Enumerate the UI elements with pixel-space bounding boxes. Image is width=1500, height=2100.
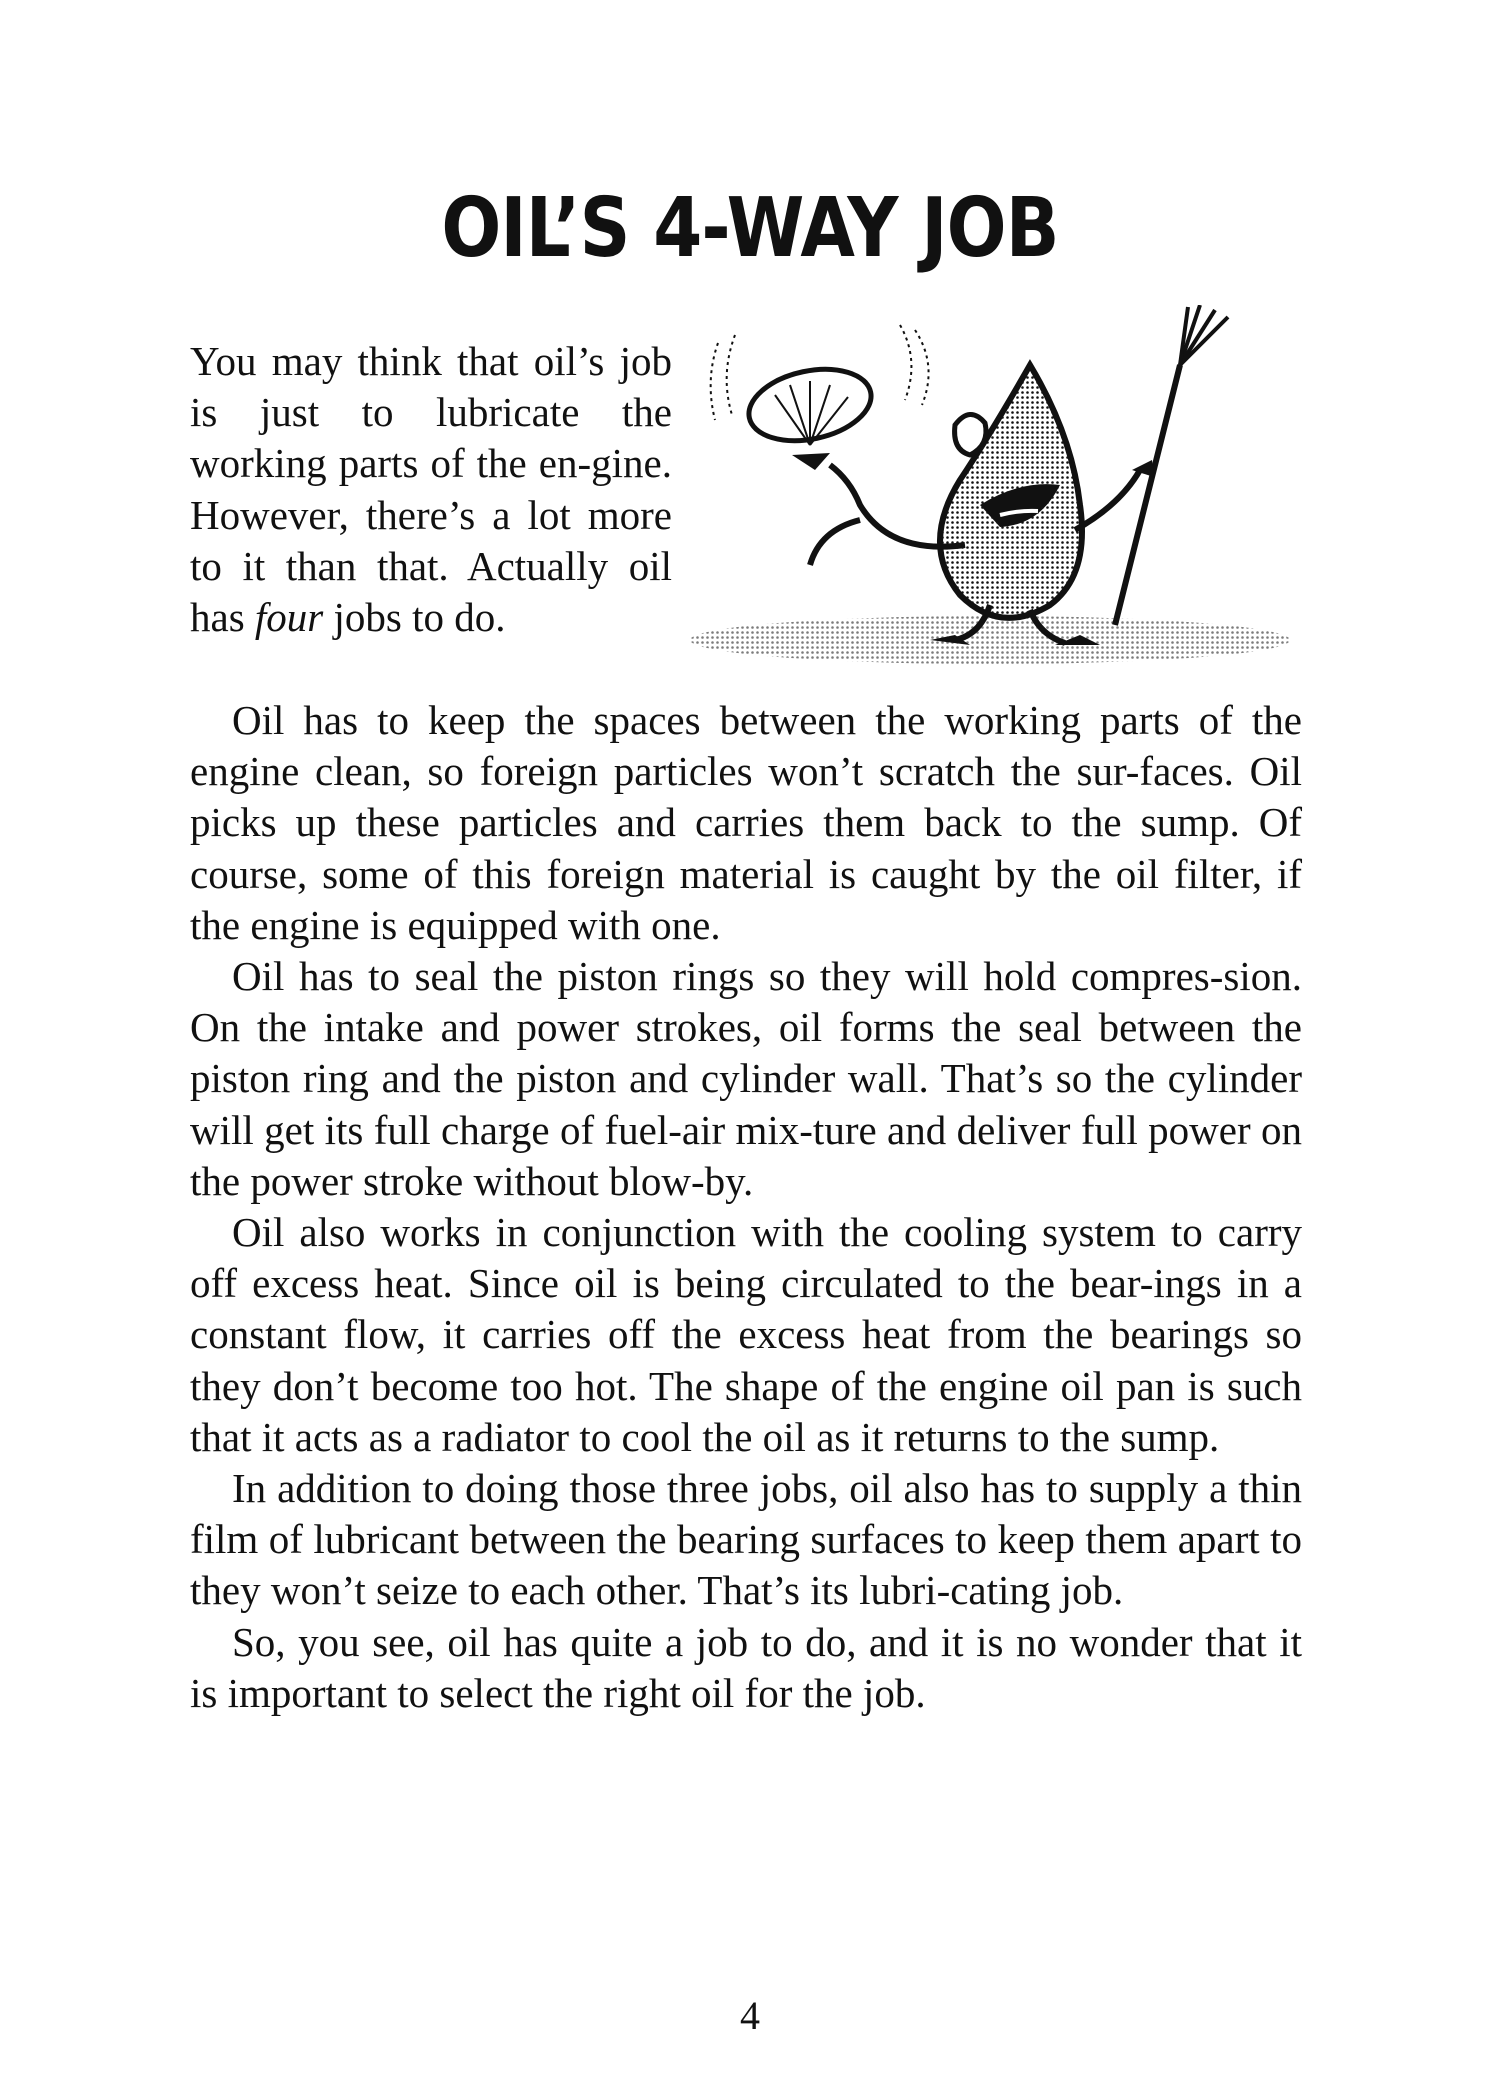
intro-emphasis: four (254, 594, 324, 641)
oil-drop-cartoon-icon (560, 305, 1300, 685)
intro-text-end: jobs to do. (323, 594, 506, 641)
intro-text-start: You may think that oil’s job is just to lubricate the working parts of the en-gine. However, there’s a lot more to it than that. Actually oil has (190, 338, 672, 641)
main-text (190, 695, 1302, 1719)
paragraph: Oil also works in conjunction with the cooling system to carry off excess heat. Since oil is being circulated to the bear-ings in a constant flow, it carries off the excess heat from the bearings so they don’t become too hot. The shape of the engine oil pan is such that it acts as a radiator to cool the oil as it returns to the sump. (190, 1209, 1302, 1460)
paragraph: In addition to doing those three jobs, oil also has to supply a thin film of lubricant between the bearing surfaces to keep them apart to they won’t seize to each other. That’s its lubri-cating job. (190, 1465, 1302, 1614)
page-title: OIL’S 4-WAY JOB (441, 181, 1059, 276)
page-number: 4 (740, 1993, 760, 2038)
paragraph: Oil has to keep the spaces between the working parts of the engine clean, so foreign particles won’t scratch the sur-faces. Oil picks up these particles and carries them back to the sump. Of course, some of this foreign material is caught by the oil filter, if the engine is equipped with one. (190, 697, 1302, 948)
paragraph: So, you see, oil has quite a job to do, and it is no wonder that it is important to select the right oil for the job. (190, 1618, 1302, 1716)
paragraph: Oil has to seal the piston rings so they will hold compres-sion. On the intake and power strokes, oil forms the seal between the piston ring and the piston and cylinder wall. That’s so the cylinder will get its full charge of fuel-air mix-ture and deliver full power on the power stroke without blow-by. (190, 953, 1302, 1204)
